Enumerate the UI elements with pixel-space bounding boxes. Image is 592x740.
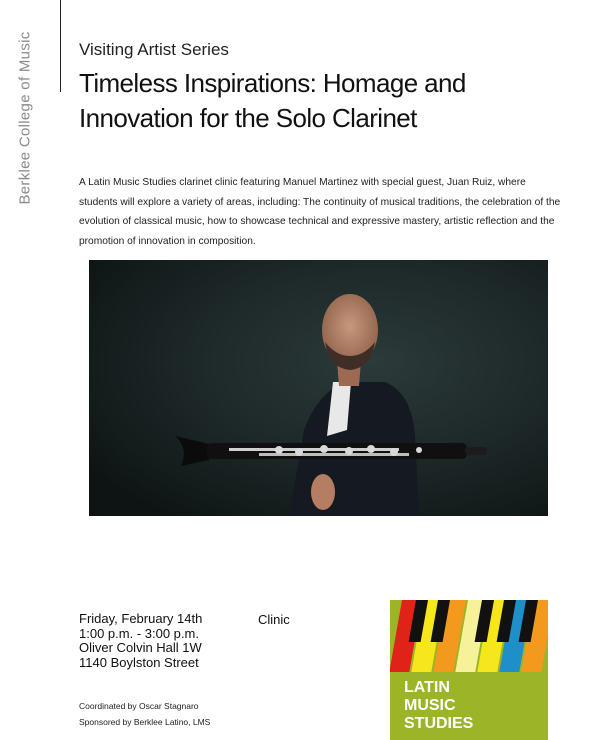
credits (79, 698, 210, 730)
event-title: Timeless Inspirations: Homage and Innovation for the Solo Clarinet (79, 68, 466, 133)
event-time: 1:00 p.m. - 3:00 p.m. (79, 625, 199, 641)
event-date: Friday, February 14th (79, 611, 203, 626)
event-address: 1140 Boylston Street (79, 654, 199, 670)
coordinator-credit: Coordinated by Oscar Stagnaro (79, 701, 199, 711)
piano-keys-graphic (390, 600, 548, 672)
event-type: Clinic (258, 612, 290, 627)
event-description: A Latin Music Studies clarinet clinic featuring Manuel Martinez with special guest, Juan Ruiz, where students will explore a variety of areas, including: The continuity of musical traditions, the celebration of the evolution of classical music, how to showcase technical and expressive mastery, artistic reflection and the promotion of innovation in composition. (79, 177, 561, 247)
logo-line-3: STUDIES (404, 715, 474, 732)
sponsor-credit: Sponsored by Berklee Latino, LMS (79, 717, 211, 727)
header-divider (60, 0, 61, 92)
event-details (79, 612, 202, 670)
college-name: Berklee College of Music (16, 31, 34, 205)
college-sidebar-label (4, 18, 46, 218)
artist-photo (89, 260, 548, 516)
logo-line-2: MUSIC (404, 697, 456, 714)
series-name: Visiting Artist Series (79, 40, 229, 59)
logo-line-1: LATIN (404, 679, 450, 696)
event-venue: Oliver Colvin Hall 1W (79, 640, 202, 655)
latin-music-studies-logo (390, 600, 548, 740)
